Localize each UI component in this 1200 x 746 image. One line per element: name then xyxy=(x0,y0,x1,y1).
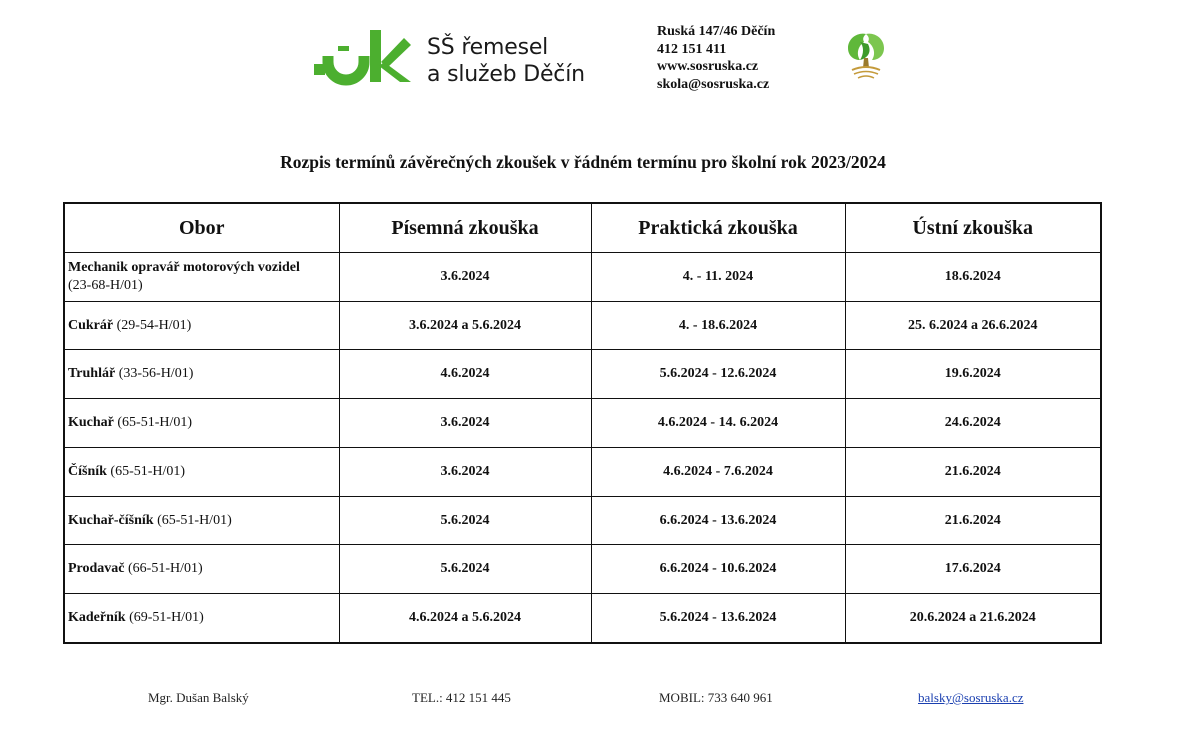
field-name: Číšník xyxy=(68,463,107,479)
footer-mobil: MOBIL: 733 640 961 xyxy=(659,690,773,705)
exam-schedule-table xyxy=(63,202,1102,644)
field-name: Kadeřník xyxy=(68,610,126,626)
school-phone: 412 151 411 xyxy=(657,41,727,57)
school-name xyxy=(427,34,585,88)
oral-exam-date: 21.6.2024 xyxy=(845,496,1101,545)
written-exam-date: 5.6.2024 xyxy=(339,545,591,594)
school-name-line1: SŠ řemesel xyxy=(427,35,549,60)
field-code: (65-51-H/01) xyxy=(110,463,186,479)
practical-exam-date: 4.6.2024 - 7.6.2024 xyxy=(591,447,845,496)
practical-exam-date: 5.6.2024 - 12.6.2024 xyxy=(591,350,845,399)
header-practical: Praktická zkouška xyxy=(591,203,845,253)
field-cell xyxy=(64,399,339,448)
field-cell xyxy=(64,301,339,350)
written-exam-date: 3.6.2024 a 5.6.2024 xyxy=(339,301,591,350)
field-cell xyxy=(64,350,339,399)
field-code: (69-51-H/01) xyxy=(129,610,204,626)
table-row xyxy=(64,350,1101,399)
field-cell xyxy=(64,447,339,496)
practical-exam-date: 6.6.2024 - 10.6.2024 xyxy=(591,545,845,594)
oral-exam-date: 24.6.2024 xyxy=(845,399,1101,448)
footer-email-link[interactable]: balsky@sosruska.cz xyxy=(918,690,1024,705)
footer-tel: TEL.: 412 151 445 xyxy=(412,690,511,705)
written-exam-date: 4.6.2024 a 5.6.2024 xyxy=(339,594,591,643)
field-cell xyxy=(64,594,339,643)
written-exam-date: 5.6.2024 xyxy=(339,496,591,545)
school-web: www.sosruska.cz xyxy=(657,59,759,74)
header-written: Písemná zkouška xyxy=(339,203,591,253)
practical-exam-date: 4.6.2024 - 14. 6.2024 xyxy=(591,399,845,448)
table-row xyxy=(64,545,1101,594)
oral-exam-date: 18.6.2024 xyxy=(845,253,1101,302)
field-cell xyxy=(64,253,339,302)
oral-exam-date: 19.6.2024 xyxy=(845,350,1101,399)
field-code: (66-51-H/01) xyxy=(128,561,203,577)
field-code: (65-51-H/01) xyxy=(117,415,193,431)
school-email: skola@sosruska.cz xyxy=(657,76,770,92)
practical-exam-date: 5.6.2024 - 13.6.2024 xyxy=(591,594,845,643)
written-exam-date: 3.6.2024 xyxy=(339,447,591,496)
field-name: Truhlář xyxy=(68,366,116,382)
header-oral: Ústní zkouška xyxy=(845,203,1101,253)
practical-exam-date: 4. - 18.6.2024 xyxy=(591,301,845,350)
practical-exam-date: 6.6.2024 - 13.6.2024 xyxy=(591,496,845,545)
oral-exam-date: 17.6.2024 xyxy=(845,545,1101,594)
header-obor: Obor xyxy=(64,203,339,253)
school-name-line2: a služeb Děčín xyxy=(427,62,585,87)
document-title: Rozpis termínů závěrečných zkoušek v řádném termínu pro školní rok 2023/2024 xyxy=(280,152,886,172)
table-row xyxy=(64,253,1101,302)
field-code: (65-51-H/01) xyxy=(157,512,232,528)
field-name: Cukrář xyxy=(68,317,114,333)
school-address: Ruská 147/46 Děčín xyxy=(657,24,776,39)
field-name: Kuchař xyxy=(68,415,114,431)
table-header-row xyxy=(64,203,1101,253)
table-row xyxy=(64,447,1101,496)
field-cell xyxy=(64,545,339,594)
table-row xyxy=(64,399,1101,448)
oral-exam-date: 21.6.2024 xyxy=(845,447,1101,496)
written-exam-date: 3.6.2024 xyxy=(339,253,591,302)
table-row xyxy=(64,301,1101,350)
field-cell xyxy=(64,496,339,545)
practical-exam-date: 4. - 11. 2024 xyxy=(591,253,845,302)
written-exam-date: 4.6.2024 xyxy=(339,350,591,399)
oral-exam-date: 20.6.2024 a 21.6.2024 xyxy=(845,594,1101,643)
tree-emblem-icon xyxy=(838,28,894,84)
table-row xyxy=(64,496,1101,545)
field-name: Mechanik opravář motorových vozidel xyxy=(68,259,300,275)
field-code: (29-54-H/01) xyxy=(116,317,192,333)
footer-person: Mgr. Dušan Balský xyxy=(148,690,249,705)
school-contact xyxy=(657,23,775,93)
school-logo-icon xyxy=(312,26,414,88)
oral-exam-date: 25. 6.2024 a 26.6.2024 xyxy=(845,301,1101,350)
field-name: Kuchař-číšník xyxy=(68,512,154,528)
field-name: Prodavač xyxy=(68,561,125,577)
written-exam-date: 3.6.2024 xyxy=(339,399,591,448)
field-code: (33-56-H/01) xyxy=(118,366,194,382)
field-code: (23-68-H/01) xyxy=(68,277,143,293)
table-row xyxy=(64,594,1101,643)
